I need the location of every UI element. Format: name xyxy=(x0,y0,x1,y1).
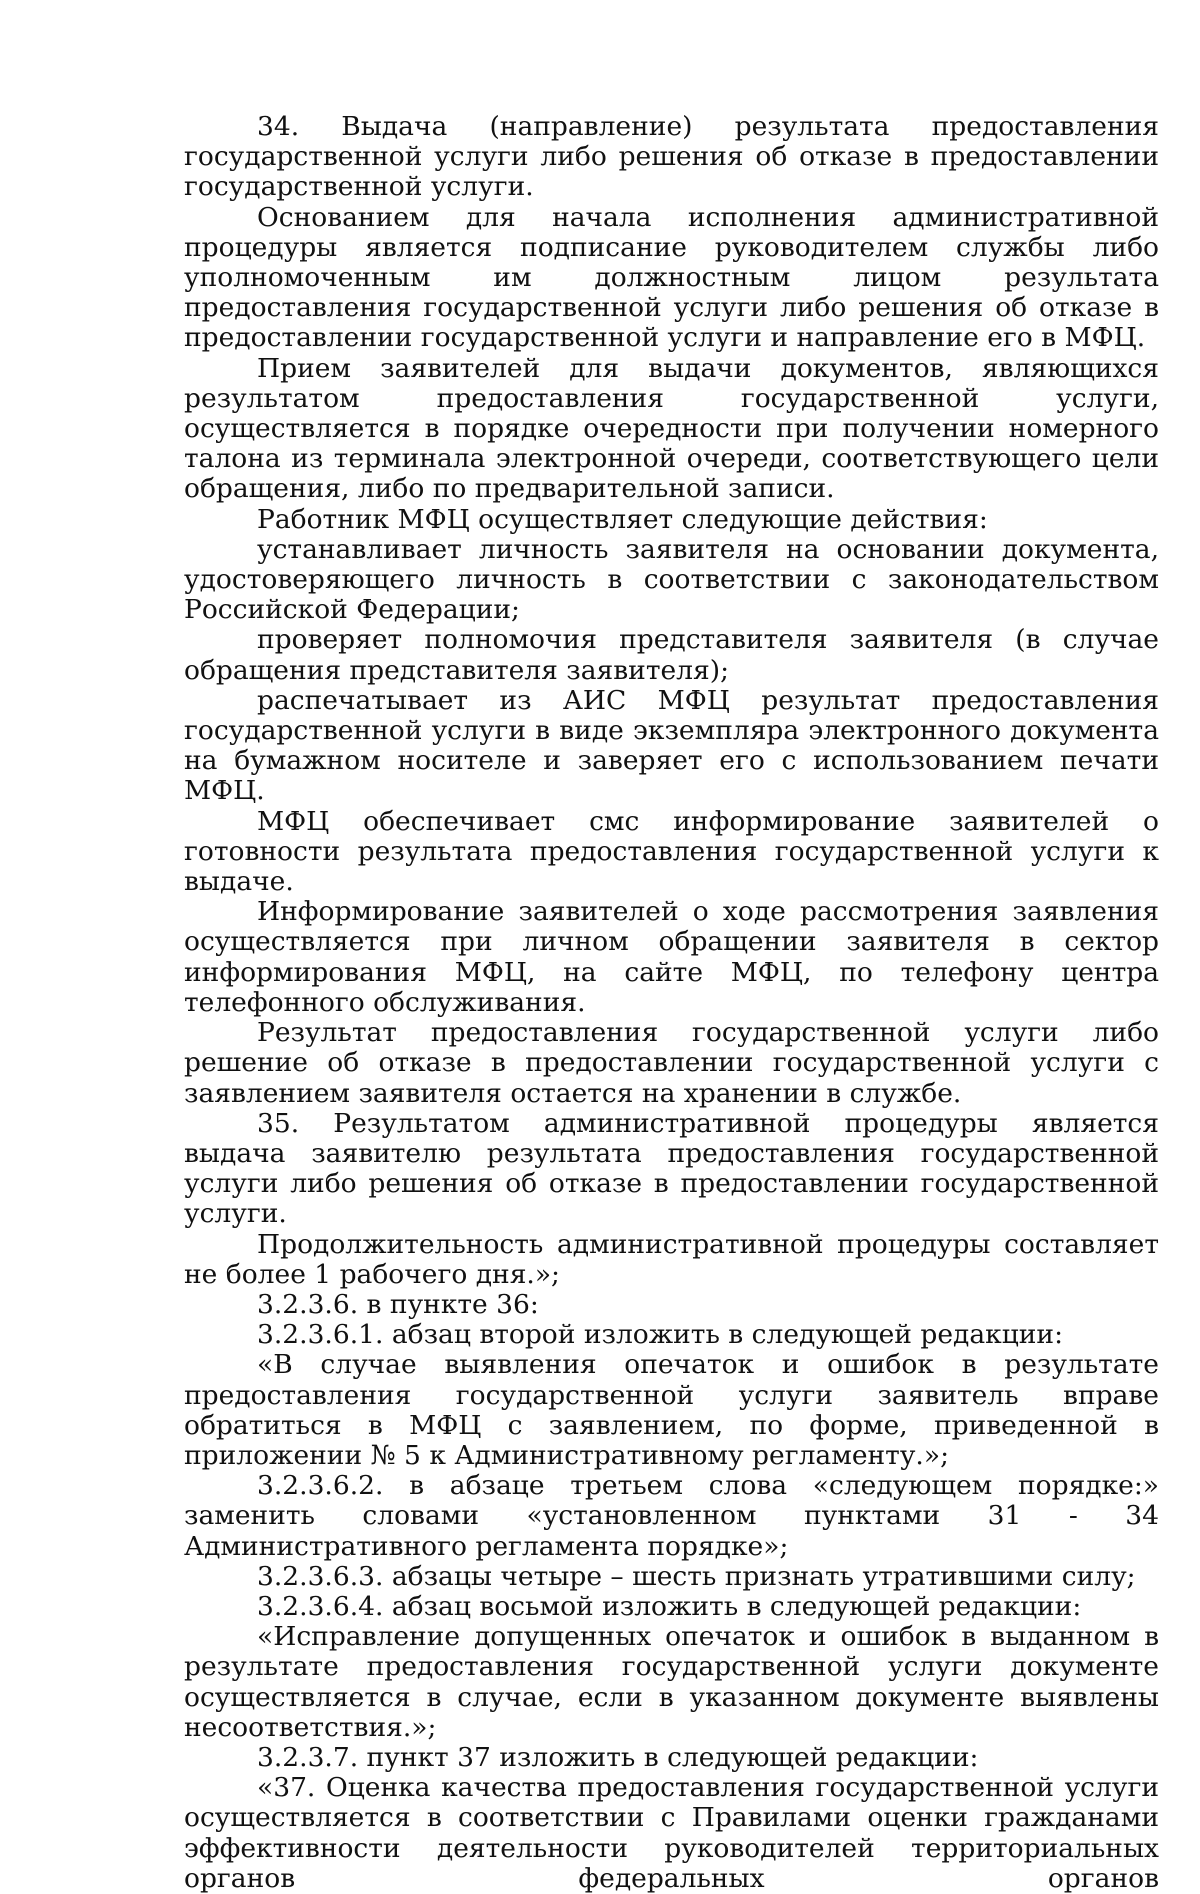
paragraph-3-2-3-7: 3.2.3.7. пункт 37 изложить в следующей редакции: xyxy=(257,1741,979,1773)
paragraph-37-quality: «37. Оценка качества предоставления государственной услуги осуществляется в соответствии с Правилами оценки гражданами эффективности деятельности руководителей территориальных органов федеральных органов xyxy=(184,1772,1159,1894)
paragraph-basis: Основанием для начала исполнения административной процедуры является подписание руководителем службы либо уполномоченным им должностным лицом результата предоставления государственной услуги либо решения об отказе в предоставлении государственной услуги и направление его в МФЦ. xyxy=(184,201,1159,354)
paragraph-informing: Информирование заявителей о ходе рассмотрения заявления осуществляется при личном обращении заявителя в сектор информирования МФЦ, на сайте МФЦ, по телефону центра телефонного обслуживания. xyxy=(184,896,1159,1018)
paragraph-identity: устанавливает личность заявителя на основании документа, удостоверяющего личность в соответствии с законодательством Российской Федерации; xyxy=(184,533,1159,626)
paragraph-storage: Результат предоставления государственной услуги либо решение об отказе в предоставлении государственной услуги с заявлением заявителя остается на хранении в службе. xyxy=(184,1017,1159,1109)
paragraph-3-2-3-6: 3.2.3.6. в пункте 36: xyxy=(257,1288,539,1320)
paragraph-3-2-3-6-3: 3.2.3.6.3. абзацы четыре – шесть признать утратившими силу; xyxy=(257,1560,1136,1592)
paragraph-sms: МФЦ обеспечивает смс информирование заявителей о готовности результата предоставления государственной услуги к выдаче. xyxy=(184,805,1159,898)
document-body xyxy=(184,112,1159,1894)
paragraph-duration: Продолжительность административной процедуры составляет не более 1 рабочего дня.»; xyxy=(184,1228,1159,1290)
paragraph-worker-actions: Работник МФЦ осуществляет следующие действия: xyxy=(257,503,988,535)
paragraph-errors-quote: «В случае выявления опечаток и ошибок в результате предоставления государственной услуги заявитель вправе обратиться в МФЦ с заявлением, по форме, приведенной в приложении № 5 к Административному регламенту.»; xyxy=(184,1349,1159,1471)
paragraph-3-2-3-6-4: 3.2.3.6.4. абзац восьмой изложить в следующей редакции: xyxy=(257,1590,1082,1622)
paragraph-35-result: 35. Результатом административной процедуры является выдача заявителю результата предоставления государственной услуги либо решения об отказе в предоставлении государственной услуги. xyxy=(184,1107,1159,1230)
paragraph-printing: распечатывает из АИС МФЦ результат предоставления государственной услуги в виде экземпляра электронного документа на бумажном носителе и заверяет его с использованием печати МФЦ. xyxy=(184,684,1159,807)
paragraph-authority: проверяет полномочия представителя заявителя (в случае обращения представителя заявителя); xyxy=(184,624,1159,686)
paragraph-3-2-3-6-2: 3.2.3.6.2. в абзаце третьем слова «следующем порядке:» заменить словами «установленном пунктами 31 - 34 Административного регламента порядке»; xyxy=(184,1470,1159,1562)
paragraph-reception: Прием заявителей для выдачи документов, являющихся результатом предоставления государственной услуги, осуществляется в порядке очередности при получении номерного талона из терминала электронной очереди, соответствующего цели обращения, либо по предварительной записи. xyxy=(184,352,1159,505)
paragraph-correction-quote: «Исправление допущенных опечаток и ошибок в выданном в результате предоставления государственной услуги документе осуществляется в случае, если в указанном документе выявлены несоответствия.»; xyxy=(184,1621,1159,1743)
paragraph-3-2-3-6-1: 3.2.3.6.1. абзац второй изложить в следующей редакции: xyxy=(257,1319,1064,1351)
paragraph-34-heading: 34. Выдача (направление) результата предоставления государственной услуги либо решения об отказе в предоставлении государственной услуги. xyxy=(184,111,1159,203)
